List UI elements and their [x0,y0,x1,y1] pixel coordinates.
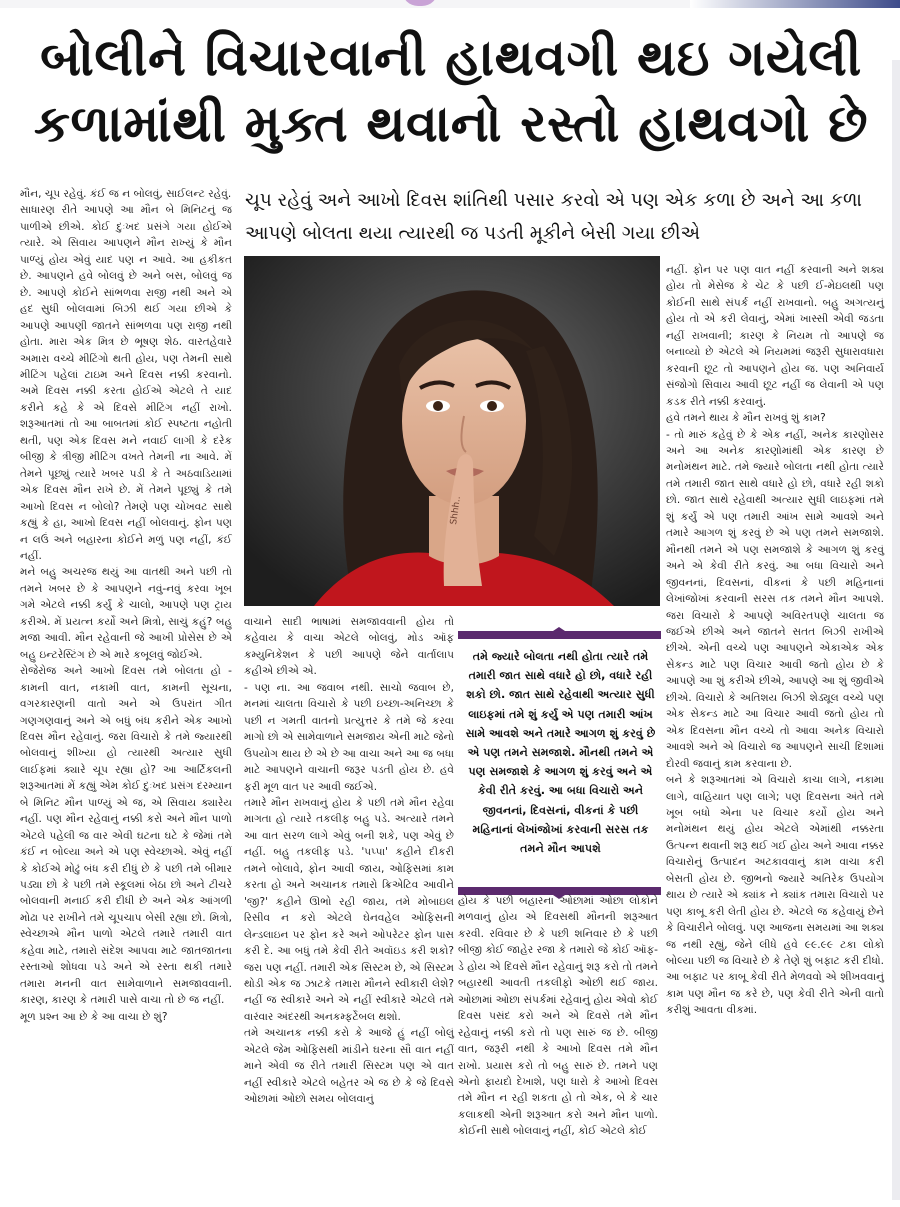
paragraph: - તો મારું કહેવું છે કે એક નહીં, અનેક કારણોસર અને આ અનેક કારણોમાંથી એક કારણ છે મનોમંથન માટે. તમે જ્યારે બોલતા નથી હોતા ત્યારે તમે તમારી જાત સાથે વધારે હો છો, વધારે રહી શકો છો. જાત સાથે રહેવાથી અત્યાર સુધી લાઇફમાં તમે શું કર્યું એ પણ તમારી આંખ સામે આવશે અને તમારે આગળ શું કરવું છે એ પણ તમને સમજાશે. મૌનથી તમને એ પણ સમજાશે કે આગળ શું કરવું અને એ કેવી રીતે કરવું. આ બધા વિચારો અને જીવનનાં, દિવસનાં, વીકનાં કે પછી મહિનાનાં લેખાંજોખાં કરવાની સરસ તક તમને મૌન આપશે. જરા વિચારો કે આપણે અવિરતપણે ચાલતા જ જઈએ છીએ અને જાતને સતત બિઝી રાખીએ છીએ. એની વચ્ચે પણ આપણને એકાએક એક સેકન્ડ માટે પણ વિચાર આવી જતો હોય છે કે આપણે આ શું કરીએ છીએ, આપણે આ શું જીવીએ છીએ. વિચારો કે અતિશય બિઝી શેડ્યૂલ વચ્ચે પણ એક સેકન્ડ માટે આ વિચાર આવી જતો હોય તો એક દિવસના મૌન વચ્ચે તો આવા અનેક વિચારો આવશે અને એ વિચારો જ આપણને સાચી દિશામાં દોરવી જવાનું કામ કરવાના છે. [666,428,884,770]
pull-quote-text: તમે જ્યારે બોલતા નથી હોતા ત્યારે તમે તમારી જાત સાથે વધારે હો છો, વધારે રહી શકો છો. જાત સાથે રહેવાથી અત્યાર સુધી લાઇફમાં તમે શું કર્યુ એ પણ તમારી આંખ સામે આવશે અને તમારે આગળ શું કરવું છે એ પણ તમને સમજાશે. મૌનથી તમને એ પણ સમજાશે કે આગળ શું કરવું અને એ કેવી રીતે કરવું. આ બધા વિચારો અને જીવનનાં, દિવસનાં, વીકનાં કે પછી મહિનાનાં લેખાંજોખાં કરવાની સરસ તક તમને મૌન આપશે [465,650,656,856]
paragraph: સાધારણ રીતે આપણે આ મૌન બે મિનિટનું જ પાળીએ છીએ. કોઈ દુઃખદ પ્રસંગે ગયા હોઈએ ત્યારે. એ સિવાય આપણને મૌન રાખ્યું કે મૌન પાળ્યું હોય એવું યાદ પણ ન આવે. આ હકીકત છે. આપણને હવે બોલવું છે અને બસ, બોલવું જ છે. આપણે કોઈને સાંભળવા રાજી નથી અને એ હદ સુધી બોલવામાં બિઝી થઈ ગયા છીએ કે આપણે આપણી જાતને સાંભળવા પણ રાજી નથી હોતા. મારા એક મિત્ર છે ભૂષણ શેઠ. વારતહેવારે અમારા વચ્ચે મીટિંગો થતી હોય, પણ તેમની સાથે મીટિંગ પહેલાં ટાઇમ અને દિવસ નક્કી કરવાનો. અમે દિવસ નક્કી કરતા હોઈએ એટલે તે યાદ કરીને કહે કે એ દિવસે મીટિંગ નહીં રાખો. શરૂઆતમાં તો આ બાબતમાં કોઈ સ્પષ્ટતા નહોતી થતી, પણ એક દિવસ મને નવાઈ લાગી કે દરેક બીજી કે ત્રીજી મીટિંગ વખતે તેમની ના આવે. મેં તેમને પૂછ્યું ત્યારે ખબર પડી કે તે અઠવાડિયામાં એક દિવસ મૌન રાખે છે. મેં તેમને પૂછ્યું કે તમે આખો દિવસ ન બોલો? તેમણે પણ ચોખવટ સાથે કહ્યું કે હા, આખો દિવસ નહીં બોલવાનું. ફોન પણ ન લઉં અને બહારના કોઈને મળું પણ નહીં, કંઈ નહીં. [20,204,232,562]
paragraph: નહીં. ફોન પર પણ વાત નહીં કરવાની અને શક્ય હોય તો મેસેજ કે ચેટ કે પછી ઈ-મેઇલથી પણ કોઈની સાથે સંપર્ક નહીં રાખવાનો. બહુ અગત્યનું હોય તો એ કરી લેવાનું, એમાં ખાસ્સી એવી જડતા નહીં રાખવાની; કારણ કે નિયમ તો આપણે જ બનાવ્યો છે એટલે એ નિયમમાં જરૂરી સુધારાવધારા કરવાની છૂટ તો આપણને હોય જ. પણ અનિવાર્ય સંજોગો સિવાય આવી છૂટ નહીં જ લેવાની એ પણ કડક રીતે નક્કી કરવાનું. [666,264,884,408]
article-column-3 [458,893,658,1140]
paragraph: રોજેરોજ અને આખો દિવસ તમે બોલતા હો - કામની વાત, નકામી વાત, કામની સૂચના, વગરકારણની વાતો અને એ ઉપરાંત ગીત ગણગણવાનું અને એ બધું બંધ કરીને એક આખો દિવસ મૌન રહેવાનું. જરા વિચારો કે તમે જ્યારથી બોલવાનું શીખ્યા હો ત્યારથી અત્યાર સુધી લાઈફમાં ક્યારે ચૂપ રહ્યા હો? આ આર્ટિકલની શરૂઆતમાં મેં કહ્યું એમ કોઈ દુઃખદ પ્રસંગ દરમ્યાન બે મિનિટ મૌન પાળ્યું એ જ, એ સિવાય ક્યારેય નહીં. પણ મૌન રહેવાનું નક્કી કરો અને મૌન પાળો એટલે પહેલી જ વાર એવી ઘટના ઘટે કે જેમાં તમે કંઈ ન બોલ્યા અને એ પણ સ્વેચ્છાએ. એવું નહીં કે કોઈએ મોઢું બંધ કરી દીધું છે કે પછી તમે બીમાર પડ્યા છો કે પછી તમે સ્કૂલમાં બેઠા છો અને ટીચરે બોલવાની મનાઈ કરી દીધી છે અને એક આંગળી મોઢા પર રાખીને તમે ચૂપચાપ બેસી રહ્યા છો. મિત્રો, સ્વેચ્છાએ મૌન પાળો એટલે તમારે તમારી વાત કહેવા માટે, તમારો સંદેશ આપવા માટે જાતજાતના રસ્તાઓ શોધવા પડે અને એ રસ્તા થકી તમારે તમારા મનની વાત સામેવાળાને સમજાવવાની. કારણ, કારણ કે તમારી પાસે વાચા તો છે જ નહીં. [20,665,232,1007]
subheadline: ચૂપ રહેવું અને આખો દિવસ શાંતિથી પસાર કરવો એ પણ એક કળા છે અને આ કળા આપણે બોલતા થયા ત્યારથી જ પડતી મૂકીને બેસી ગયા છીએ [245,190,862,244]
paragraph: મૌન, ચૂપ રહેવું. કંઈ જ ન બોલવું, સાઈલન્ટ રહેવું. [20,188,232,200]
paragraph: હોય કે પછી બહારના ઓછામાં ઓછા લોકોને મળવાનું હોય એ દિવસથી મૌનની શરૂઆત કરવી. રવિવાર છે કે પછી શનિવાર છે કે પછી બીજી કોઈ જાહેર રજા કે તમારો જે કોઈ ઑફ-ડે હોય એ દિવસે મૌન રહેવાનું શરૂ કરો તો તમને બહારથી આવતી તકલીફો ઓછી થઈ જાય. ઓછામાં ઓછા સંપર્કમાં રહેવાનું હોય એવો કોઈ દિવસ પસંદ કરો અને એ દિવસે તમે મૌન રહેવાનું નક્કી કરો તો પણ સારું જ છે. બીજી વાત, જરૂરી નથી કે આખો દિવસ તમે મૌન રાખો. પ્રયાસ કરો તો બહુ સારું છે. તમને પણ એનો ફાયદો દેખાશે, પણ ધારો કે આખો દિવસ તમે મૌન ન રહી શકતા હો તો એક, બે કે ચાર કલાકથી એની શરૂઆત કરો અને મૌન પાળો. કોઈની સાથે બોલવાનું નહીં, કોઈ એટલે કોઈ [458,895,658,1138]
page-edge [892,60,900,1200]
paragraph: તમે અચાનક નક્કી કરો કે આજે હું નહીં બોલું એટલે જેમ ઓફિસથી માંડીને ઘરના સૌ વાત નહીં માને એવી જ રીતે તમારી સિસ્ટમ પણ એ વાત નહીં સ્વીકારે એટલે બહેતર એ જ છે કે જે દિવસે ઓછામાં ઓછો સમય બોલવાનું [244,1027,454,1106]
headline [18,28,884,160]
paragraph: - પણ ના. આ જવાબ નથી. સાચો જવાબ છે, મનમાં ચાલતા વિચારો કે પછી ઇચ્છા-અનિચ્છા કે પછી ન ગમતી વાતનો પ્રત્યુત્તર કે તમે જે કરવા માગો છો એ સામેવાળાને સમજાય એની માટે જેનો ઉપયોગ થાય છે એ છે આ વાચા અને આ જ બધા માટે આપણને વાચાની જરૂર પડતી હોય છે. હવે ફરી મૂળ વાત પર આવી જઈએ. [244,681,454,793]
paragraph: તમારે મૌન રાખવાનું હોય કે પછી તમે મૌન રહેવા માગતા હો ત્યારે તકલીફ બહુ પડે. અત્યારે તમને આ વાત સરળ લાગે એવું બની શકે, પણ એવું છે નહીં. બહુ તકલીફ પડે. 'પપ્પા' કહીને દીકરી તમને બોલાવે, ફોન આવી જાય, ઓફિસમાં કામ કરતા હો અને અચાનક તમારો ક્રિએટિવ આવીને 'જી?' કહીને ઊભો રહી જાય, તમે મોબાઇલ રિસીવ ન કરો એટલે ઘેનવહેલ ઓફિસની લેન્ડલાઇન પર ફોન કરે અને ઓપરેટર ફોન પાસ કરી દે. આ બધું તમે કેવી રીતે અવૉઇડ કરી શકો? જરા પણ નહીં. તમારી એક સિસ્ટમ છે, એ સિસ્ટમ થોડી એક જ ઝાટકે તમારા મૌનને સ્વીકારી લેશે? નહીં જ સ્વીકારે અને એ નહીં સ્વીકારે એટલે તમે વારંવાર અંદરથી અનકમ્ફર્ટેબલ થશો. [244,796,454,1023]
top-corner-band [690,0,900,8]
article-column-1 [20,186,232,1025]
article-column-4 [666,262,884,1019]
headline-line-2: કળામાંથી મુક્ત થવાનો રસ્તો હાથવગો છે [33,95,869,154]
quote-band-top [458,627,661,639]
top-ornament [402,0,438,6]
top-strip [0,0,900,8]
woman-portrait-illustration [244,256,660,606]
article-column-2 [244,614,454,1108]
headline-line-1: બોલીને વિચારવાની હાથવગી થઇ ગયેલી [40,29,862,88]
finger-text: Shhh.. [449,495,463,526]
paragraph: હવે તમને થાય કે મૌન રાખવું શું કામ? [666,412,826,425]
paragraph: મૂળ પ્રશ્ન આ છે કે આ વાચા છે શું? [20,1010,168,1023]
article-photo [244,256,660,606]
pull-quote [458,617,661,899]
paragraph: બને કે શરૂઆતમાં એ વિચારો કાચા લાગે, નકામા લાગે, વાહિયાત પણ લાગે; પણ દિવસના અંતે તમે ખૂબ બધો એના પર વિચાર કર્યો હોય અને મનોમંથન થયું હોય એટલે એમાંથી નક્કરતા ઉત્પન્ન થવાની શરૂ થઈ ગઈ હોય અને આવા નક્કર વિચારોનું ઉત્પાદન અટકાવવાનું કામ વાચા કરી બેસતી હોય છે. જીભનો જ્યારે અતિરેક ઉપયોગ થાય છે ત્યારે એ ક્યાંક ને ક્યાંક તમારા વિચારો પર પણ કાબૂ કરી લેતી હોય છે. એટલે જ કહેવાયું છેને કે વિચારીને બોલવું. પણ આજના સમયમાં આ શક્ય જ નથી રહ્યું, જેને લીધે હવે ૯૯.૯૯ ટકા લોકો બોલ્યા પછી જ વિચારે છે કે તેણે શું બફાટ કરી દીધો. આ બફાટ પર કાબૂ કેવી રીતે મેળવવો એ શીખવવાનું કામ પણ મૌન જ કરે છે, પણ કેવી રીતે એની વાતો કરીશું આવતા વીકમાં. [666,774,884,1017]
paragraph: વાચાને સાદી ભાષામાં સમજાવવાની હોય તો કહેવાય કે વાચા એટલે બોલવું, મોડ ઑફ કમ્યુનિકેશન કે પછી આપણે જેને વાર્તાલાપ કહીએ છીએ એ. [244,616,454,678]
paragraph: મને બહુ અચરજ થયું આ વાતથી અને પછી તો તમને ખબર છે કે આપણને નવું-નવું કરવા ખૂબ ગમે એટલે નક્કી કર્યું કે ચાલો, આપણે પણ ટ્રાય કરીએ. મેં પ્રયત્ન કર્યો અને મિત્રો, સાચું કહું? બહુ મજા આવી. મૌન રહેવાની જે આખી પ્રોસેસ છે એ બહુ ઇન્ટરેસ્ટિંગ છે એ મારે કબૂલવું જોઈએ. [20,566,232,661]
